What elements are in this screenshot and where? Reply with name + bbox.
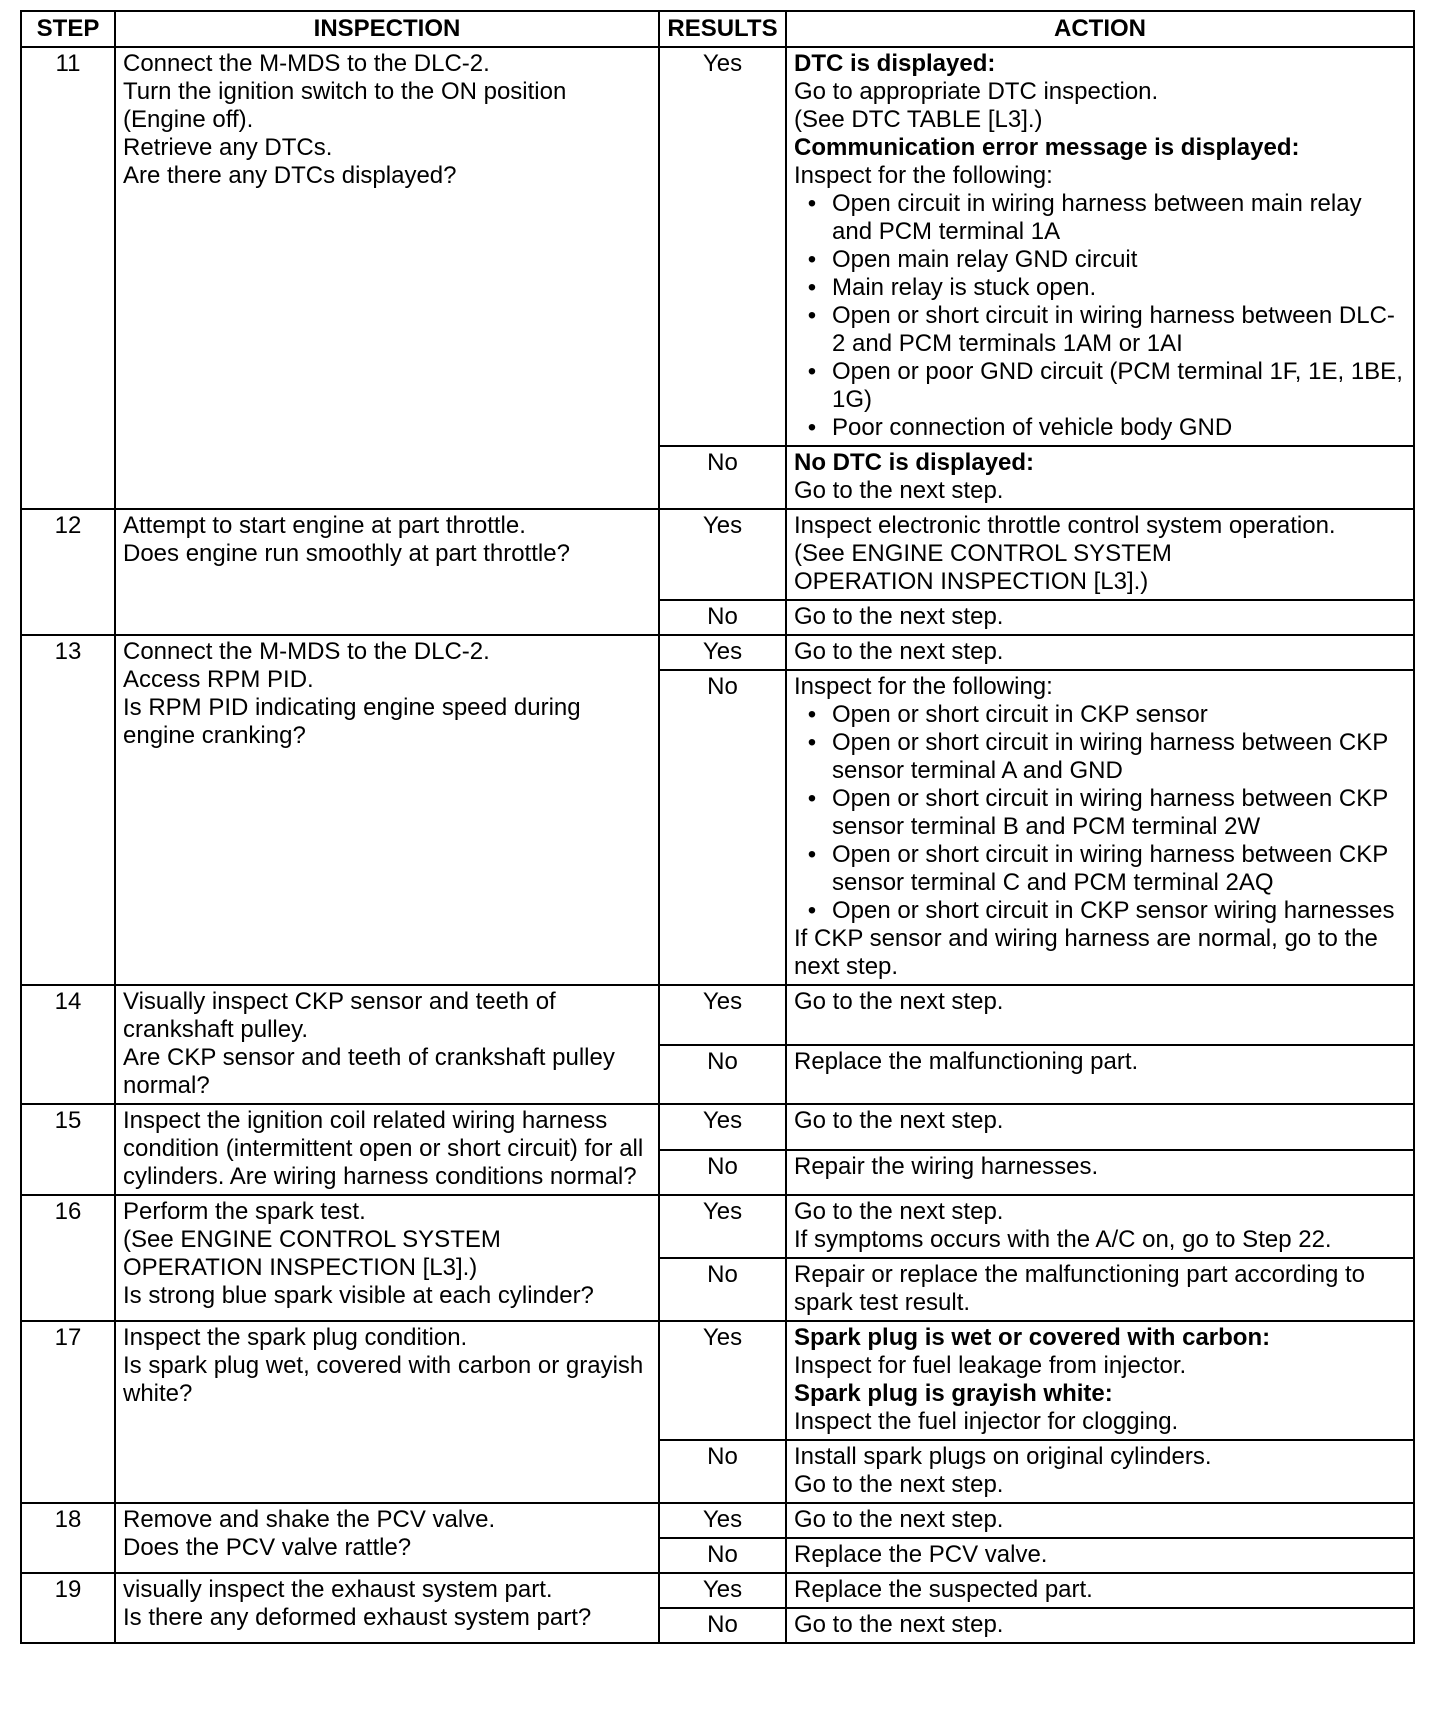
action-cell — [786, 1538, 1414, 1573]
table-row — [21, 1195, 1414, 1258]
troubleshooting-sheet — [20, 10, 1413, 1644]
action-cell — [786, 446, 1414, 509]
action-heading: No DTC is displayed: — [794, 449, 1035, 476]
inspection-cell — [115, 509, 659, 635]
action-line: (See ENGINE CONTROL SYSTEM — [794, 540, 1172, 567]
step-number: 17 — [21, 1321, 115, 1503]
inspection-cell — [115, 1104, 659, 1195]
bullet-text: Poor connection of vehicle body GND — [832, 414, 1233, 441]
action-line: If CKP sensor and wiring harness are normal, go to the next step. — [794, 925, 1378, 980]
result-cell: Yes — [659, 1503, 786, 1538]
bullet-icon: • — [807, 701, 817, 728]
inspection-cell — [115, 635, 659, 985]
inspection-line: Does the PCV valve rattle? — [123, 1534, 412, 1561]
result-cell: Yes — [659, 1573, 786, 1608]
header-inspection: INSPECTION — [115, 11, 659, 47]
action-cell — [786, 1195, 1414, 1258]
inspection-line: Does engine run smoothly at part throttle? — [123, 540, 570, 567]
inspection-cell — [115, 1321, 659, 1503]
action-line: Go to the next step. — [794, 1471, 1004, 1498]
action-cell — [786, 985, 1414, 1045]
step-number: 16 — [21, 1195, 115, 1321]
step-number: 18 — [21, 1503, 115, 1573]
bullet-text: Open or short circuit in CKP sensor wiring harnesses — [832, 897, 1395, 924]
action-line: Go to the next step. — [794, 1506, 1004, 1533]
action-line: Go to the next step. — [794, 477, 1004, 504]
bullet-text: Open or poor GND circuit (PCM terminal 1F, 1E, 1BE, 1G) — [832, 358, 1403, 413]
inspection-line: Inspect the spark plug condition. — [123, 1324, 468, 1351]
action-cell — [786, 1104, 1414, 1150]
step-number: 13 — [21, 635, 115, 985]
inspection-cell — [115, 1573, 659, 1643]
table-row — [21, 47, 1414, 446]
action-line: If symptoms occurs with the A/C on, go to Step 22. — [794, 1226, 1332, 1253]
inspection-line: Remove and shake the PCV valve. — [123, 1506, 496, 1533]
action-line: Inspect the fuel injector for clogging. — [794, 1408, 1179, 1435]
header-action: ACTION — [786, 11, 1414, 47]
header-results: RESULTS — [659, 11, 786, 47]
inspection-line: Are CKP sensor and teeth of crankshaft pulley normal? — [123, 1044, 615, 1099]
bullet-icon: • — [807, 414, 817, 441]
action-cell — [786, 1258, 1414, 1321]
action-cell — [786, 1440, 1414, 1503]
action-line: Go to appropriate DTC inspection. — [794, 78, 1159, 105]
inspection-line: Retrieve any DTCs. — [123, 134, 333, 161]
inspection-line: Connect the M-MDS to the DLC-2. — [123, 638, 490, 665]
inspection-line: Visually inspect CKP sensor and teeth of crankshaft pulley. — [123, 988, 556, 1043]
step-number: 19 — [21, 1573, 115, 1643]
inspection-line: Is there any deformed exhaust system part? — [123, 1604, 592, 1631]
inspection-line: Inspect the ignition coil related wiring harness condition (intermittent open or short circuit) for all cylinders. Are wiring harness conditions normal? — [123, 1107, 644, 1190]
action-cell — [786, 1045, 1414, 1105]
result-cell: Yes — [659, 47, 786, 446]
bullet-text: Open or short circuit in wiring harness between CKP sensor terminal C and PCM terminal 2AQ — [832, 841, 1388, 896]
result-cell: No — [659, 600, 786, 635]
header-step: STEP — [21, 11, 115, 47]
action-cell — [786, 635, 1414, 670]
result-cell: No — [659, 446, 786, 509]
inspection-line: Perform the spark test. — [123, 1198, 366, 1225]
action-line: Install spark plugs on original cylinders. — [794, 1443, 1212, 1470]
inspection-line: Connect the M-MDS to the DLC-2. — [123, 50, 490, 77]
result-cell: No — [659, 1608, 786, 1643]
action-line: Go to the next step. — [794, 988, 1004, 1015]
action-line: Go to the next step. — [794, 638, 1004, 665]
action-heading: Spark plug is wet or covered with carbon: — [794, 1324, 1271, 1351]
bullet-icon: • — [807, 785, 817, 812]
bullet-text: Main relay is stuck open. — [832, 274, 1097, 301]
inspection-cell — [115, 1503, 659, 1573]
bullet-icon: • — [807, 190, 817, 217]
action-line: OPERATION INSPECTION [L3].) — [794, 568, 1149, 595]
result-cell: Yes — [659, 1104, 786, 1150]
action-bullet-item — [807, 414, 1406, 442]
table-row — [21, 1573, 1414, 1608]
table-row — [21, 1321, 1414, 1440]
table-row — [21, 509, 1414, 600]
action-bullet-item — [807, 302, 1406, 358]
result-cell: No — [659, 1538, 786, 1573]
action-cell — [786, 1503, 1414, 1538]
step-number: 14 — [21, 985, 115, 1104]
inspection-line: Is RPM PID indicating engine speed during engine cranking? — [123, 694, 581, 749]
bullet-icon: • — [807, 246, 817, 273]
result-cell: No — [659, 1440, 786, 1503]
action-bullet-list — [794, 190, 1406, 442]
result-cell: No — [659, 1150, 786, 1196]
step-number: 11 — [21, 47, 115, 509]
bullet-icon: • — [807, 897, 817, 924]
bullet-icon: • — [807, 841, 817, 868]
inspection-line: (See ENGINE CONTROL SYSTEM — [123, 1226, 501, 1253]
bullet-text: Open circuit in wiring harness between main relay and PCM terminal 1A — [832, 190, 1362, 245]
action-cell — [786, 509, 1414, 600]
action-line: Go to the next step. — [794, 1611, 1004, 1638]
action-heading: Spark plug is grayish white: — [794, 1380, 1113, 1407]
bullet-icon: • — [807, 729, 817, 756]
header-row — [21, 11, 1414, 47]
action-bullet-list — [794, 701, 1406, 925]
result-cell: No — [659, 1045, 786, 1105]
inspection-line: Is strong blue spark visible at each cylinder? — [123, 1282, 594, 1309]
bullet-text: Open or short circuit in wiring harness between DLC-2 and PCM terminals 1AM or 1AI — [832, 302, 1395, 357]
inspection-cell — [115, 47, 659, 509]
result-cell: Yes — [659, 635, 786, 670]
inspection-line: visually inspect the exhaust system part. — [123, 1576, 553, 1603]
inspection-table — [20, 10, 1415, 1644]
action-line: Go to the next step. — [794, 603, 1004, 630]
bullet-text: Open or short circuit in CKP sensor — [832, 701, 1208, 728]
action-bullet-item — [807, 190, 1406, 246]
bullet-icon: • — [807, 274, 817, 301]
action-line: Repair or replace the malfunctioning part according to spark test result. — [794, 1261, 1365, 1316]
action-bullet-item — [807, 785, 1406, 841]
action-bullet-item — [807, 701, 1406, 729]
action-bullet-item — [807, 841, 1406, 897]
action-line: Replace the PCV valve. — [794, 1541, 1048, 1568]
result-cell: Yes — [659, 1195, 786, 1258]
inspection-line: Attempt to start engine at part throttle. — [123, 512, 526, 539]
result-cell: No — [659, 1258, 786, 1321]
inspection-line: Are there any DTCs displayed? — [123, 162, 457, 189]
action-line: (See DTC TABLE [L3].) — [794, 106, 1043, 133]
table-body — [21, 47, 1414, 1643]
action-cell — [786, 1573, 1414, 1608]
action-heading: Communication error message is displayed: — [794, 134, 1300, 161]
inspection-cell — [115, 985, 659, 1104]
bullet-text: Open main relay GND circuit — [832, 246, 1138, 273]
action-line: Go to the next step. — [794, 1198, 1004, 1225]
action-cell — [786, 47, 1414, 446]
inspection-line: Access RPM PID. — [123, 666, 314, 693]
action-heading: DTC is displayed: — [794, 50, 996, 77]
action-bullet-item — [807, 246, 1406, 274]
step-number: 15 — [21, 1104, 115, 1195]
inspection-line: OPERATION INSPECTION [L3].) — [123, 1254, 478, 1281]
result-cell: Yes — [659, 1321, 786, 1440]
step-number: 12 — [21, 509, 115, 635]
action-line: Inspect for the following: — [794, 162, 1053, 189]
action-line: Inspect for fuel leakage from injector. — [794, 1352, 1187, 1379]
bullet-icon: • — [807, 302, 817, 329]
action-line: Replace the malfunctioning part. — [794, 1047, 1139, 1075]
table-row — [21, 635, 1414, 670]
action-cell — [786, 600, 1414, 635]
action-line: Inspect for the following: — [794, 673, 1053, 700]
action-cell — [786, 1321, 1414, 1440]
action-bullet-item — [807, 274, 1406, 302]
bullet-text: Open or short circuit in wiring harness between CKP sensor terminal B and PCM terminal 2W — [832, 785, 1388, 840]
action-line: Repair the wiring harnesses. — [794, 1152, 1099, 1180]
bullet-text: Open or short circuit in wiring harness between CKP sensor terminal A and GND — [832, 729, 1388, 784]
action-bullet-item — [807, 897, 1406, 925]
bullet-icon: • — [807, 358, 817, 385]
result-cell: Yes — [659, 509, 786, 600]
action-cell — [786, 1608, 1414, 1643]
action-line: Go to the next step. — [794, 1107, 1004, 1134]
action-bullet-item — [807, 729, 1406, 785]
result-cell: Yes — [659, 985, 786, 1045]
action-cell — [786, 1150, 1414, 1196]
action-bullet-item — [807, 358, 1406, 414]
result-cell: No — [659, 670, 786, 985]
action-cell — [786, 670, 1414, 985]
table-row — [21, 1503, 1414, 1538]
table-row — [21, 1104, 1414, 1150]
inspection-line: Is spark plug wet, covered with carbon or grayish white? — [123, 1352, 644, 1407]
action-line: Inspect electronic throttle control system operation. — [794, 512, 1336, 539]
inspection-cell — [115, 1195, 659, 1321]
inspection-line: (Engine off). — [123, 106, 254, 133]
table-row — [21, 985, 1414, 1045]
inspection-line: Turn the ignition switch to the ON position — [123, 78, 567, 105]
action-line: Replace the suspected part. — [794, 1576, 1093, 1603]
